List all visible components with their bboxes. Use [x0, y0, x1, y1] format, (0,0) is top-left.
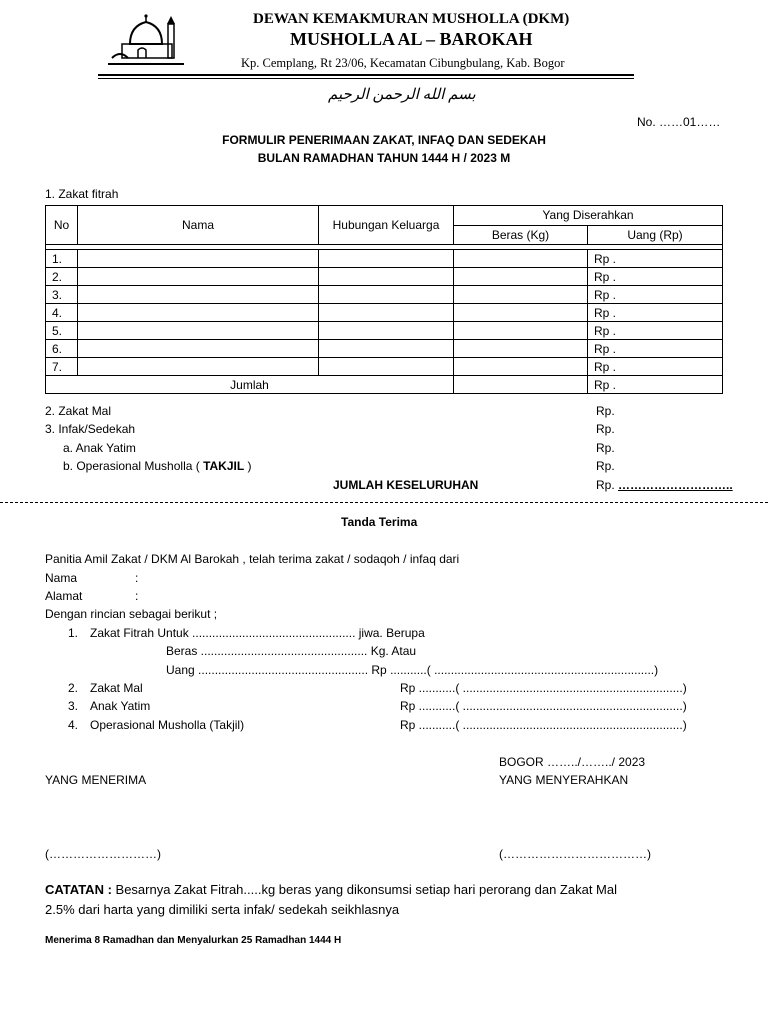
nama-cell[interactable]	[78, 322, 319, 340]
alamat-label: Alamat	[45, 589, 83, 603]
anak-yatim-item: Anak Yatim	[90, 699, 151, 713]
uang-cell[interactable]: Rp .	[588, 340, 723, 358]
table-row: 1. Rp .	[46, 250, 723, 268]
giver-signature[interactable]: (………………………………)	[499, 847, 651, 861]
beras-cell[interactable]	[454, 340, 588, 358]
total-label: Jumlah	[46, 376, 454, 394]
anak-yatim-rp[interactable]: Rp.	[596, 441, 615, 455]
form-title-line1: FORMULIR PENERIMAAN ZAKAT, INFAQ DAN SEDEKAH	[222, 133, 546, 147]
uang-cell[interactable]: Rp .	[588, 322, 723, 340]
col-header-hubungan: Hubungan Keluarga	[319, 206, 454, 245]
total-uang[interactable]: Rp .	[588, 376, 723, 394]
operasional-value[interactable]: Rp ...........( ..................................................................)	[400, 718, 687, 732]
item-number: 1.	[68, 626, 79, 640]
hubungan-cell[interactable]	[319, 286, 454, 304]
beras-cell[interactable]	[454, 304, 588, 322]
operasional-item: Operasional Musholla (Takjil)	[90, 718, 245, 732]
beras-cell[interactable]	[454, 286, 588, 304]
zakat-fitrah-line[interactable]: Zakat Fitrah Untuk ................................................. jiwa. Berupa	[90, 626, 425, 640]
zakat-fitrah-table	[45, 205, 723, 394]
nama-cell[interactable]	[78, 286, 319, 304]
anak-yatim-value[interactable]: Rp ...........( ..................................................................)	[400, 699, 687, 713]
hubungan-cell[interactable]	[319, 268, 454, 286]
infak-rp[interactable]: Rp.	[596, 422, 615, 436]
note-line1: CATATAN : Besarnya Zakat Fitrah.....kg beras yang dikonsumsi setiap hari perorang dan Zakat Mal	[45, 882, 617, 897]
nama-cell[interactable]	[78, 304, 319, 322]
operasional-rp[interactable]: Rp.	[596, 459, 615, 473]
uang-cell[interactable]: Rp .	[588, 304, 723, 322]
table-row: 6. Rp .	[46, 340, 723, 358]
total-row	[46, 376, 723, 394]
zakat-mal-label: 2. Zakat Mal	[45, 404, 112, 418]
receiver-signature[interactable]: (………………………)	[45, 847, 161, 861]
hubungan-cell[interactable]	[319, 250, 454, 268]
rincian-label: Dengan rincian sebagai berikut ;	[45, 607, 218, 621]
beras-line[interactable]: Beras .................................................. Kg. Atau	[166, 644, 417, 658]
operasional-label: b. Operasional Musholla ( TAKJIL )	[63, 459, 252, 473]
item-number: 4.	[68, 718, 79, 732]
col-header-nama: Nama	[78, 206, 319, 245]
header-rule	[98, 74, 634, 76]
infak-label: 3. Infak/Sedekah	[45, 422, 136, 436]
nama-cell[interactable]	[78, 358, 319, 376]
anak-yatim-label: a. Anak Yatim	[63, 441, 136, 455]
header-rule-thin	[98, 78, 634, 79]
col-header-beras: Beras (Kg)	[454, 225, 588, 245]
beras-cell[interactable]	[454, 322, 588, 340]
nama-cell[interactable]	[78, 268, 319, 286]
grand-total-rp[interactable]: Rp. ………………………..	[596, 478, 733, 492]
footer-note: Menerima 8 Ramadhan dan Menyalurkan 25 Ramadhan 1444 H	[45, 935, 342, 946]
nama-label: Nama	[45, 571, 78, 585]
table-row: 2. Rp .	[46, 268, 723, 286]
nama-cell[interactable]	[78, 340, 319, 358]
hubungan-cell[interactable]	[319, 358, 454, 376]
table-row: 3. Rp .	[46, 286, 723, 304]
beras-cell[interactable]	[454, 250, 588, 268]
col-header-diserahkan: Yang Diserahkan	[454, 206, 723, 226]
zakat-mal-rp[interactable]: Rp.	[596, 404, 615, 418]
section-zakat-fitrah: 1. Zakat fitrah	[45, 187, 119, 201]
uang-cell[interactable]: Rp .	[588, 250, 723, 268]
table-row: 7. Rp .	[46, 358, 723, 376]
total-beras[interactable]	[454, 376, 588, 394]
document-number: No. ……01……	[637, 115, 721, 129]
receiver-label: YANG MENERIMA	[45, 773, 147, 787]
beras-cell[interactable]	[454, 358, 588, 376]
col-header-uang: Uang (Rp)	[588, 225, 723, 245]
col-header-no: No	[46, 206, 78, 245]
zakat-mal-value[interactable]: Rp ...........( ..................................................................)	[400, 681, 687, 695]
form-title-line2: BULAN RAMADHAN TAHUN 1444 H / 2023 M	[257, 151, 511, 165]
receipt-intro: Panitia Amil Zakat / DKM Al Barokah , telah terima zakat / sodaqoh / infaq dari	[45, 552, 460, 566]
hubungan-cell[interactable]	[319, 322, 454, 340]
mosque-icon	[108, 14, 186, 68]
nama-cell[interactable]	[78, 250, 319, 268]
hubungan-cell[interactable]	[319, 340, 454, 358]
uang-cell[interactable]: Rp .	[588, 268, 723, 286]
item-number: 3.	[68, 699, 79, 713]
receipt-date[interactable]: BOGOR ……../……../ 2023	[499, 755, 646, 769]
giver-label: YANG MENYERAHKAN	[499, 773, 629, 787]
nama-colon[interactable]: :	[135, 571, 139, 585]
zakat-mal-item: Zakat Mal	[90, 681, 143, 695]
uang-cell[interactable]: Rp .	[588, 286, 723, 304]
item-number: 2.	[68, 681, 79, 695]
uang-cell[interactable]: Rp .	[588, 358, 723, 376]
beras-cell[interactable]	[454, 268, 588, 286]
org-line: DEWAN KEMAKMURAN MUSHOLLA (DKM)	[253, 11, 570, 27]
basmalah: بسم الله الرحمن الرحيم	[328, 87, 476, 103]
musholla-name: MUSHOLLA AL – BAROKAH	[290, 29, 533, 49]
uang-line[interactable]: Uang ................................................... Rp ...........( ..................................................................)	[166, 663, 659, 677]
cut-line	[0, 502, 768, 503]
table-row: 4. Rp .	[46, 304, 723, 322]
table-row: 5. Rp .	[46, 322, 723, 340]
hubungan-cell[interactable]	[319, 304, 454, 322]
alamat-colon[interactable]: :	[135, 589, 139, 603]
note-line2: 2.5% dari harta yang dimiliki serta infak/ sedekah seikhlasnya	[45, 902, 400, 917]
receipt-title: Tanda Terima	[341, 515, 418, 529]
grand-total-label: JUMLAH KESELURUHAN	[333, 478, 479, 492]
address: Kp. Cemplang, Rt 23/06, Kecamatan Cibungbulang, Kab. Bogor	[241, 56, 565, 70]
